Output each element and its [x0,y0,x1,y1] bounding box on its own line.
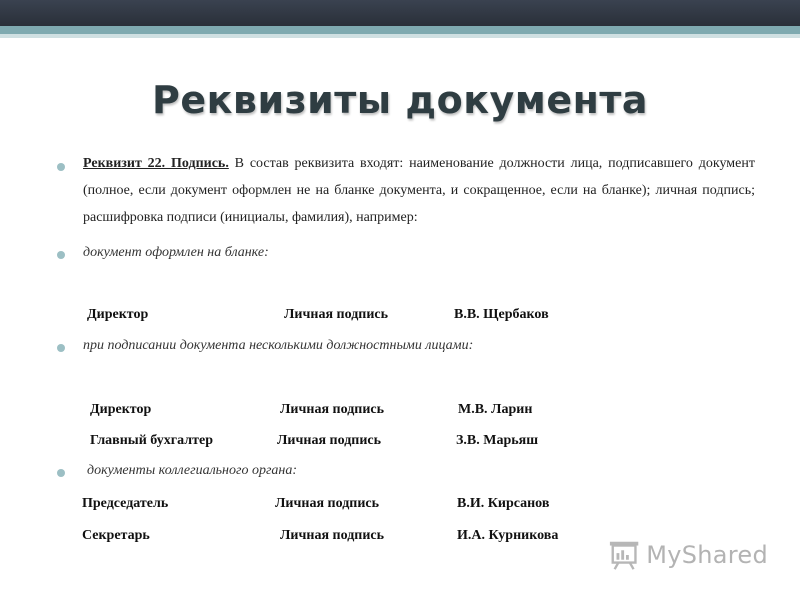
signature-label: Личная подпись [284,307,389,322]
signature-label: Личная подпись [280,402,385,417]
signature-name: В.И. Кирсанов [457,496,550,511]
signature-name: И.А. Курникова [457,528,559,543]
signature-position: Секретарь [82,528,150,543]
signature-name: М.В. Ларин [458,402,533,417]
requisite-label: Реквизит 22. Подпись. [83,156,229,171]
bullet-marker [57,163,65,171]
watermark-logo [608,535,768,575]
signature-position: Директор [87,307,149,322]
signature-position: Директор [90,402,152,417]
header-band-teal [0,26,800,34]
signature-label: Личная подпись [280,528,385,543]
case-heading-blank: документ оформлен на бланке: [83,245,269,260]
case-heading-collegial: документы коллегиального органа: [87,463,298,478]
signature-name: З.В. Марьяш [456,433,539,448]
signature-label: Личная подпись [275,496,380,511]
signature-position: Председатель [82,496,169,511]
requisite-paragraph [83,150,755,231]
signature-label: Личная подпись [277,433,382,448]
header-band-pale [0,34,800,38]
bullet-marker [57,344,65,352]
signature-position: Главный бухгалтер [90,433,213,448]
logo-text: MyShared [646,541,768,569]
presentation-board-icon [608,539,640,571]
requisite-text: В состав реквизита входят: наименование должности лица, подписавшего документ (полное, если документ оформлен не на бланке документа, и сокращенное, если на бланке); личная подпись; расшифровка подписи (инициалы, фамилия), например: [83,156,755,225]
bullet-marker [57,251,65,259]
case-heading-multiple: при подписании документа несколькими должностными лицами: [83,338,474,353]
slide-title: Реквизиты документа [151,78,649,122]
signature-name: В.В. Щербаков [454,307,549,322]
header-band-dark [0,0,800,26]
bullet-marker [57,469,65,477]
